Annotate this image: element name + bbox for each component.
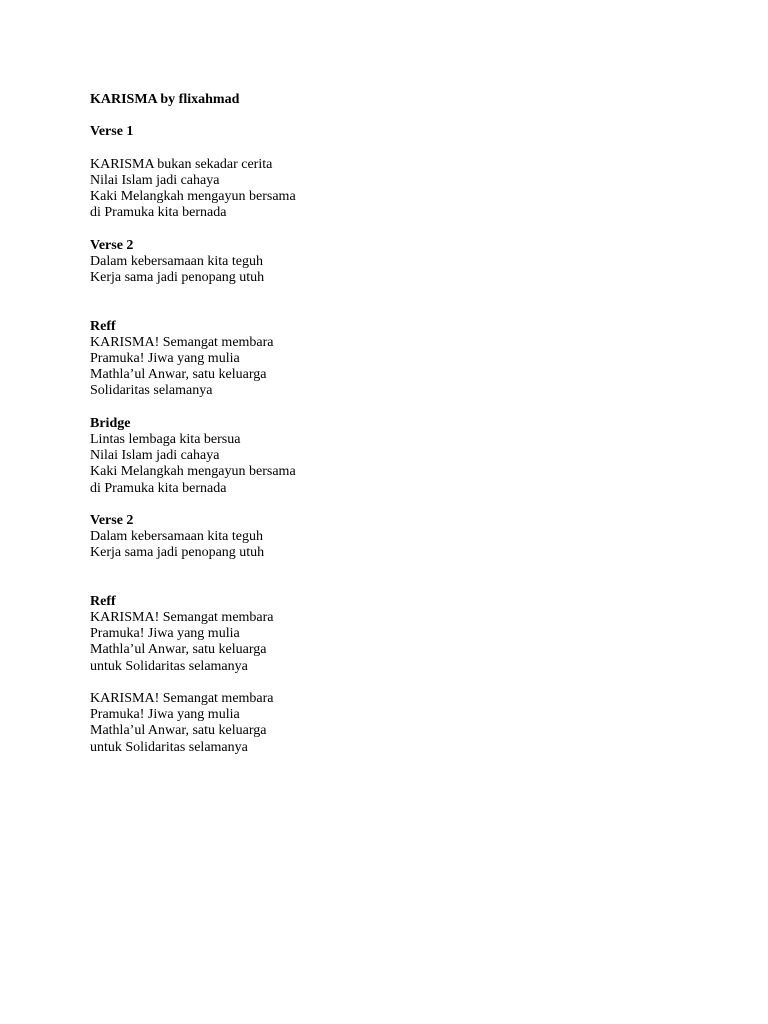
lyric-line: Nilai Islam jadi cahaya (90, 172, 220, 188)
lyric-line: Kaki Melangkah mengayun bersama (90, 189, 296, 205)
spacer (90, 286, 690, 302)
section-heading-bridge: Bridge (90, 415, 131, 431)
lyric-line: Solidaritas selamanya (90, 383, 213, 399)
lyric-line: Mathla’ul Anwar, satu keluarga (90, 642, 267, 658)
section-heading-verse-1: Verse 1 (90, 124, 134, 140)
lyric-line: KARISMA! Semangat membara (90, 334, 274, 350)
section-heading-reff: Reff (90, 318, 116, 334)
lyric-line: Pramuka! Jiwa yang mulia (90, 351, 240, 366)
spacer (90, 561, 690, 577)
lyric-line: Lintas lembaga kita bersua (90, 431, 241, 447)
spacer (90, 108, 690, 124)
lyric-line: untuk Solidaritas selamanya (90, 739, 248, 755)
section-heading-verse-2: Verse 2 (90, 512, 134, 528)
document-body (90, 92, 690, 756)
document-title: KARISMA by flixahmad (90, 92, 240, 107)
spacer (90, 302, 690, 318)
lyric-line: KARISMA bukan sekadar cerita (90, 156, 273, 172)
lyric-line: Mathla’ul Anwar, satu keluarga (90, 367, 267, 383)
spacer (90, 222, 690, 238)
lyric-line: Kerja sama jadi penopang utuh (90, 270, 265, 286)
lyric-line: Pramuka! Jiwa yang mulia (90, 626, 240, 642)
spacer (90, 578, 690, 594)
spacer (90, 675, 690, 691)
lyric-line: Kaki Melangkah mengayun bersama (90, 464, 296, 480)
section-heading-verse-2: Verse 2 (90, 237, 134, 253)
lyric-line: KARISMA! Semangat membara (90, 610, 274, 625)
lyric-line: Pramuka! Jiwa yang mulia (90, 707, 240, 723)
lyric-line: Dalam kebersamaan kita teguh (90, 253, 263, 269)
spacer (90, 497, 690, 513)
lyric-line: Dalam kebersamaan kita teguh (90, 529, 263, 545)
spacer (90, 141, 690, 157)
lyric-line: Mathla’ul Anwar, satu keluarga (90, 723, 267, 739)
lyric-line: Kerja sama jadi penopang utuh (90, 545, 265, 561)
lyric-line: di Pramuka kita bernada (90, 205, 227, 221)
lyric-line: di Pramuka kita bernada (90, 480, 227, 496)
lyric-line: untuk Solidaritas selamanya (90, 658, 248, 674)
lyric-line: Nilai Islam jadi cahaya (90, 448, 220, 464)
section-heading-reff: Reff (90, 593, 116, 609)
lyric-line: KARISMA! Semangat membara (90, 690, 274, 706)
spacer (90, 400, 690, 416)
